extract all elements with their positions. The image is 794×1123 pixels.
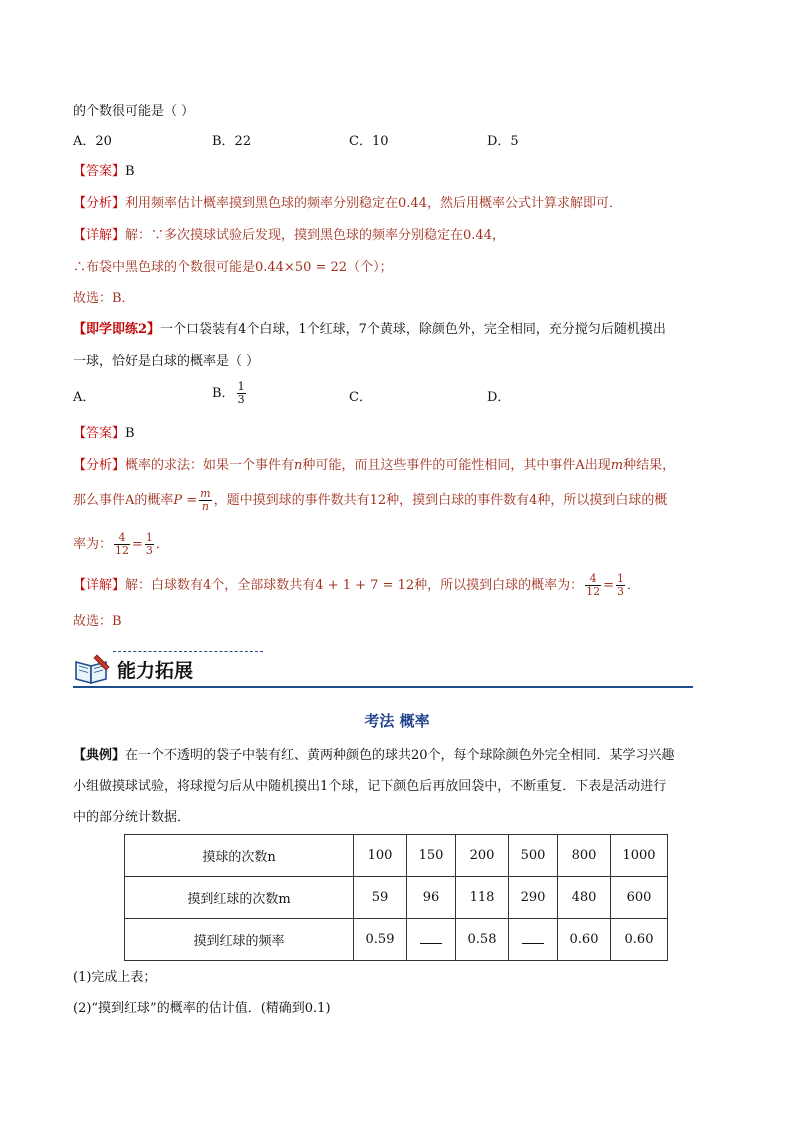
analysis-text: ，题中摸到球的事件数共有12种，摸到白球的事件数有4种，所以摸到白球的概: [213, 493, 668, 508]
section-header: [73, 650, 693, 690]
answer-tag: 【答案】: [73, 164, 126, 179]
table-cell: 290: [509, 877, 558, 919]
analysis-text: 那么事件A的概率: [73, 493, 174, 508]
detail-text: 解：白球数有4个，全部球数共有4 + 1 + 7 = 12种，所以摸到白球的概率为：: [125, 578, 584, 593]
choose-line: 故选：B．: [73, 291, 135, 306]
table-cell: 150: [407, 835, 456, 877]
fraction: [114, 532, 130, 557]
denominator: 3: [237, 393, 245, 406]
row-header: 摸到红球的次数m: [125, 877, 354, 919]
detail-text: 解：∵多次摸球试验后发现，摸到黑色球的频率分别稳定在0.44，: [125, 228, 505, 243]
detail-tag: 【详解】: [73, 578, 126, 593]
numerator: m: [200, 487, 211, 500]
option-c: C．: [349, 390, 372, 405]
denominator: 12: [115, 544, 130, 557]
table-cell: 100: [354, 835, 407, 877]
analysis-line: [73, 456, 675, 476]
denominator: 3: [145, 544, 153, 557]
numerator: 1: [145, 531, 153, 544]
option-a: A．20: [73, 134, 112, 149]
topic-title: 考法 概率: [364, 712, 430, 730]
statistics-table: [124, 834, 668, 961]
table-cell: 200: [456, 835, 509, 877]
section-rule: [73, 686, 693, 688]
option-a: A．: [73, 390, 96, 405]
table-cell: 96: [407, 877, 456, 919]
analysis-line-2: [73, 488, 667, 513]
analysis-tag: 【分析】: [73, 196, 126, 211]
blank-cell[interactable]: [509, 919, 558, 961]
denominator: n: [201, 500, 209, 513]
section-dash: [113, 651, 263, 652]
numerator: 4: [114, 532, 130, 545]
answer-value: B: [125, 164, 135, 179]
fraction: [616, 573, 625, 598]
option-b: [212, 381, 248, 406]
table-cell: 800: [558, 835, 611, 877]
section-title: 能力拓展: [117, 660, 194, 682]
var-n: n: [294, 458, 303, 473]
choose-line: 故选：B: [73, 614, 122, 629]
row-header: 摸球的次数n: [125, 835, 354, 877]
table-row: [125, 919, 668, 961]
practice-tag: 【即学即练2】: [73, 322, 161, 337]
fraction: [237, 381, 246, 406]
numerator: 4: [585, 573, 601, 586]
blank-cell[interactable]: [407, 919, 456, 961]
period: ．: [627, 578, 641, 593]
analysis-text: 利用频率估计概率摸到黑色球的频率分别稳定在0.44，然后用概率公式计算求解即可．: [125, 196, 622, 211]
answer-value: B: [125, 426, 135, 441]
detail-tag: 【详解】: [73, 228, 126, 243]
practice-stem-2: 一球，恰好是白球的概率是（ ）: [73, 354, 260, 369]
table-cell: 1000: [611, 835, 668, 877]
var-m: m: [610, 458, 624, 473]
analysis-text: 率为：: [73, 537, 113, 552]
fraction: [199, 488, 211, 513]
period: ．: [155, 537, 169, 552]
table-row: [125, 835, 668, 877]
detail-line-2: ∴布袋中黑色球的个数很可能是0.44×50 = 22（个）；: [73, 260, 393, 275]
question-text: 的个数很可能是（ ）: [73, 104, 195, 119]
book-pen-icon: [73, 652, 113, 686]
example-line-3: 中的部分统计数据．: [73, 810, 191, 825]
denominator: 12: [586, 585, 601, 598]
analysis-tag: 【分析】: [73, 458, 126, 473]
analysis-text: 种结果，: [623, 458, 676, 473]
option-c: C．10: [349, 134, 389, 149]
fraction: [145, 532, 154, 557]
practice-stem: 一个口袋装有4个白球，1个红球，7个黄球，除颜色外，完全相同，充分搅匀后随机摸出: [160, 322, 666, 337]
example-line-2: 小组做摸球试验，将球搅匀后从中随机摸出1个球，记下颜色后再放回袋中，不断重复．下表是活动进行: [73, 779, 667, 794]
detail-line: [73, 226, 505, 246]
formula-p: P =: [173, 493, 198, 508]
option-b-label: B．: [212, 386, 235, 401]
denominator: 3: [617, 585, 625, 598]
answer-line: [73, 162, 135, 182]
option-b: B．22: [212, 134, 252, 149]
example-text: 在一个不透明的袋子中装有红、黄两种颜色的球共20个，每个球除颜色外完全相同．某学习兴趣: [125, 748, 675, 763]
analysis-text: 概率的求法：如果一个事件有: [125, 458, 295, 473]
task-1: (1)完成上表；: [73, 970, 157, 985]
table-cell: 0.58: [456, 919, 509, 961]
fill-blank[interactable]: [420, 931, 442, 944]
numerator: 1: [237, 380, 245, 393]
fraction: [585, 573, 601, 598]
detail-line: [73, 573, 640, 598]
table-cell: 480: [558, 877, 611, 919]
answer-tag: 【答案】: [73, 426, 126, 441]
numerator: 1: [617, 572, 625, 585]
fill-blank[interactable]: [522, 931, 544, 944]
table-cell: 0.60: [611, 919, 668, 961]
option-d: D．5: [487, 134, 519, 149]
example-tag: 【典例】: [73, 748, 126, 763]
table-cell: 0.60: [558, 919, 611, 961]
table-cell: 59: [354, 877, 407, 919]
analysis-line-3: [73, 532, 169, 557]
answer-line: [73, 424, 135, 444]
analysis-line: [73, 194, 622, 214]
table-cell: 500: [509, 835, 558, 877]
task-2: (2)“摸到红球”的概率的估计值．(精确到0.1): [73, 1001, 331, 1016]
table-row: [125, 877, 668, 919]
analysis-text: 种可能，而且这些事件的可能性相同，其中事件A出现: [302, 458, 611, 473]
option-d: D．: [487, 390, 511, 405]
table-cell: 600: [611, 877, 668, 919]
example-line: [73, 746, 675, 766]
practice-question: [73, 320, 666, 340]
table-cell: 0.59: [354, 919, 407, 961]
equals: =: [132, 537, 143, 552]
table-cell: 118: [456, 877, 509, 919]
row-header: 摸到红球的频率: [125, 919, 354, 961]
equals: =: [603, 578, 615, 593]
